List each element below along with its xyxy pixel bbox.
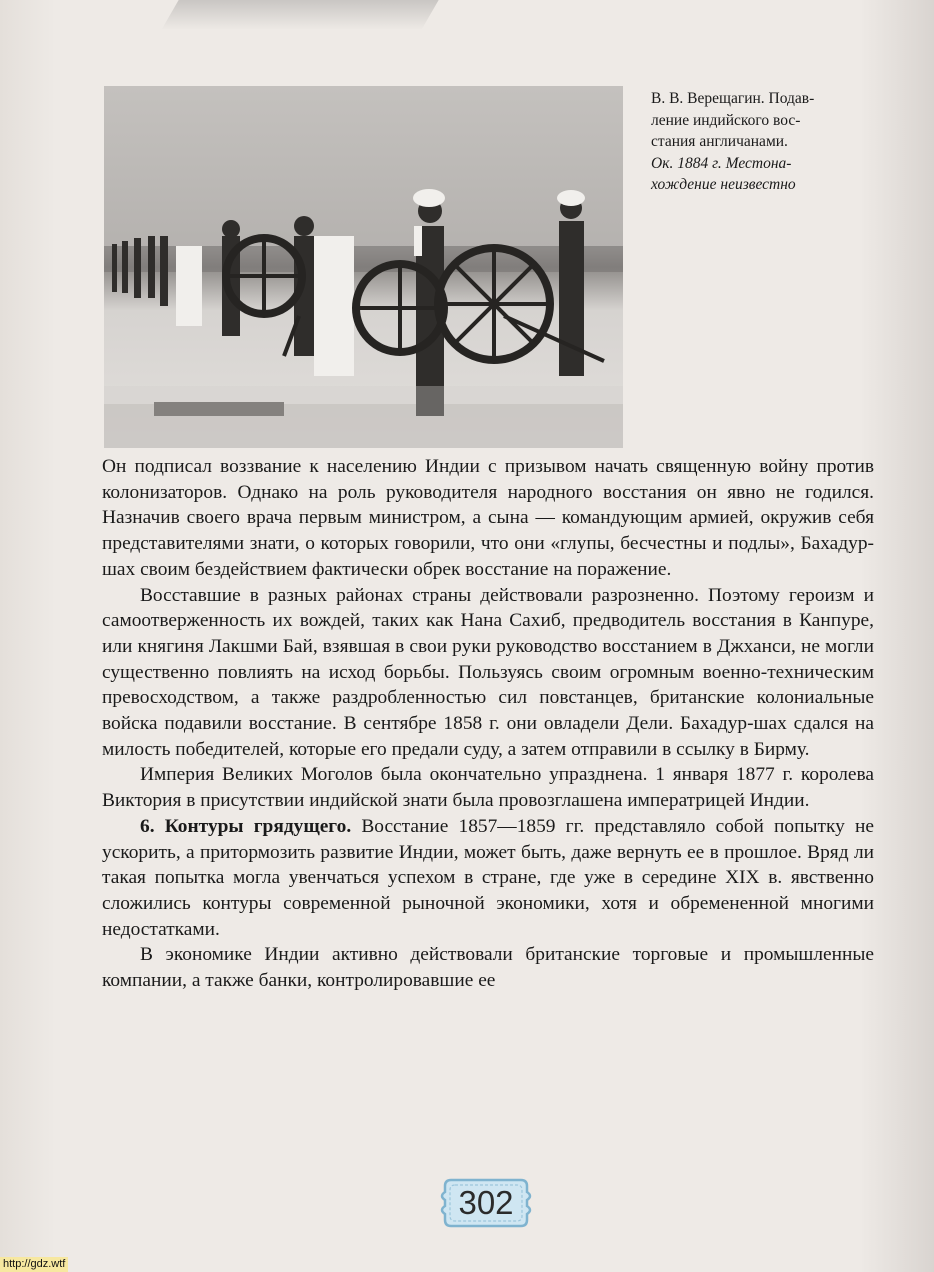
caption-line: ление индийского вос-: [651, 111, 801, 129]
paragraph: В экономике Индии активно действовали британские торговые и промышленные компании, а также банки, контролировавшие ее: [102, 944, 874, 992]
caption-line: стания англичанами.: [651, 133, 788, 150]
page-number: 302: [458, 1184, 514, 1221]
paragraph: Он подписал воззвание к населению Индии с призывом начать священную войну против колонизаторов. Однако на роль руководителя народного восстания он явно не годился. Назначив своего врача первым министром, а сына — командующим армией, окружив себя представителями знати, о которых говорили, что они «глупы, бесчестны и подлы», Бахадур-шах своим бездействием фактически обрек восстание на поражение.: [102, 456, 874, 580]
watermark-link[interactable]: http://gdz.wtf: [0, 1257, 68, 1272]
caption-location-line: хождение неизвестно: [651, 176, 796, 193]
section-paragraph: [102, 814, 874, 943]
main-text: [102, 454, 874, 994]
illustration-photo: [104, 86, 623, 448]
paragraph: Восставшие в разных районах страны действовали разрозненно. Поэтому героизм и самоотверженность их вождей, таких как Нана Сахиб, предводитель восстания в Канпуре, или княгиня Лакшми Бай, взявшая в свои руки руководство восстанием в Джханси, не могли существенно повлиять на исход борьбы. Пользуясь своим огромным военно-техническим превосходством, а также раздробленностью сил повстанцев, британские колониальные войска подавили восстание. В сентябре 1858 г. они овладели Дели. Бахадур-шах сдался на милость победителей, которые его предали суду, а затем отправили в ссылку в Бирму.: [102, 584, 874, 760]
photo-caption: [651, 88, 865, 196]
scan-shadow: [161, 0, 438, 30]
caption-date-line: Ок. 1884 г. Местона-: [651, 154, 792, 172]
page-number-badge: [437, 1174, 535, 1232]
section-text: Восстание 1857—1859 гг. представляло собой попытку не ускорить, а притормозить развитие Индии, может быть, даже вернуть ее в прошлое. Вряд ли такая попытка могла увенчаться успехом в стране, где уже в середине XIX в. явственно сложились контуры современной рыночной экономики, хотя и обремененной многими недостатками.: [102, 815, 874, 940]
paragraph: Империя Великих Моголов была окончательно упразднена. 1 января 1877 г. королева Виктория в присутствии индийской знати была провозглашена императрицей Индии.: [102, 764, 874, 812]
caption-line: В. В. Верещагин. Подав-: [651, 90, 815, 107]
section-heading: 6. Контуры грядущего.: [140, 815, 352, 837]
cannon-scene-image: [104, 86, 623, 448]
